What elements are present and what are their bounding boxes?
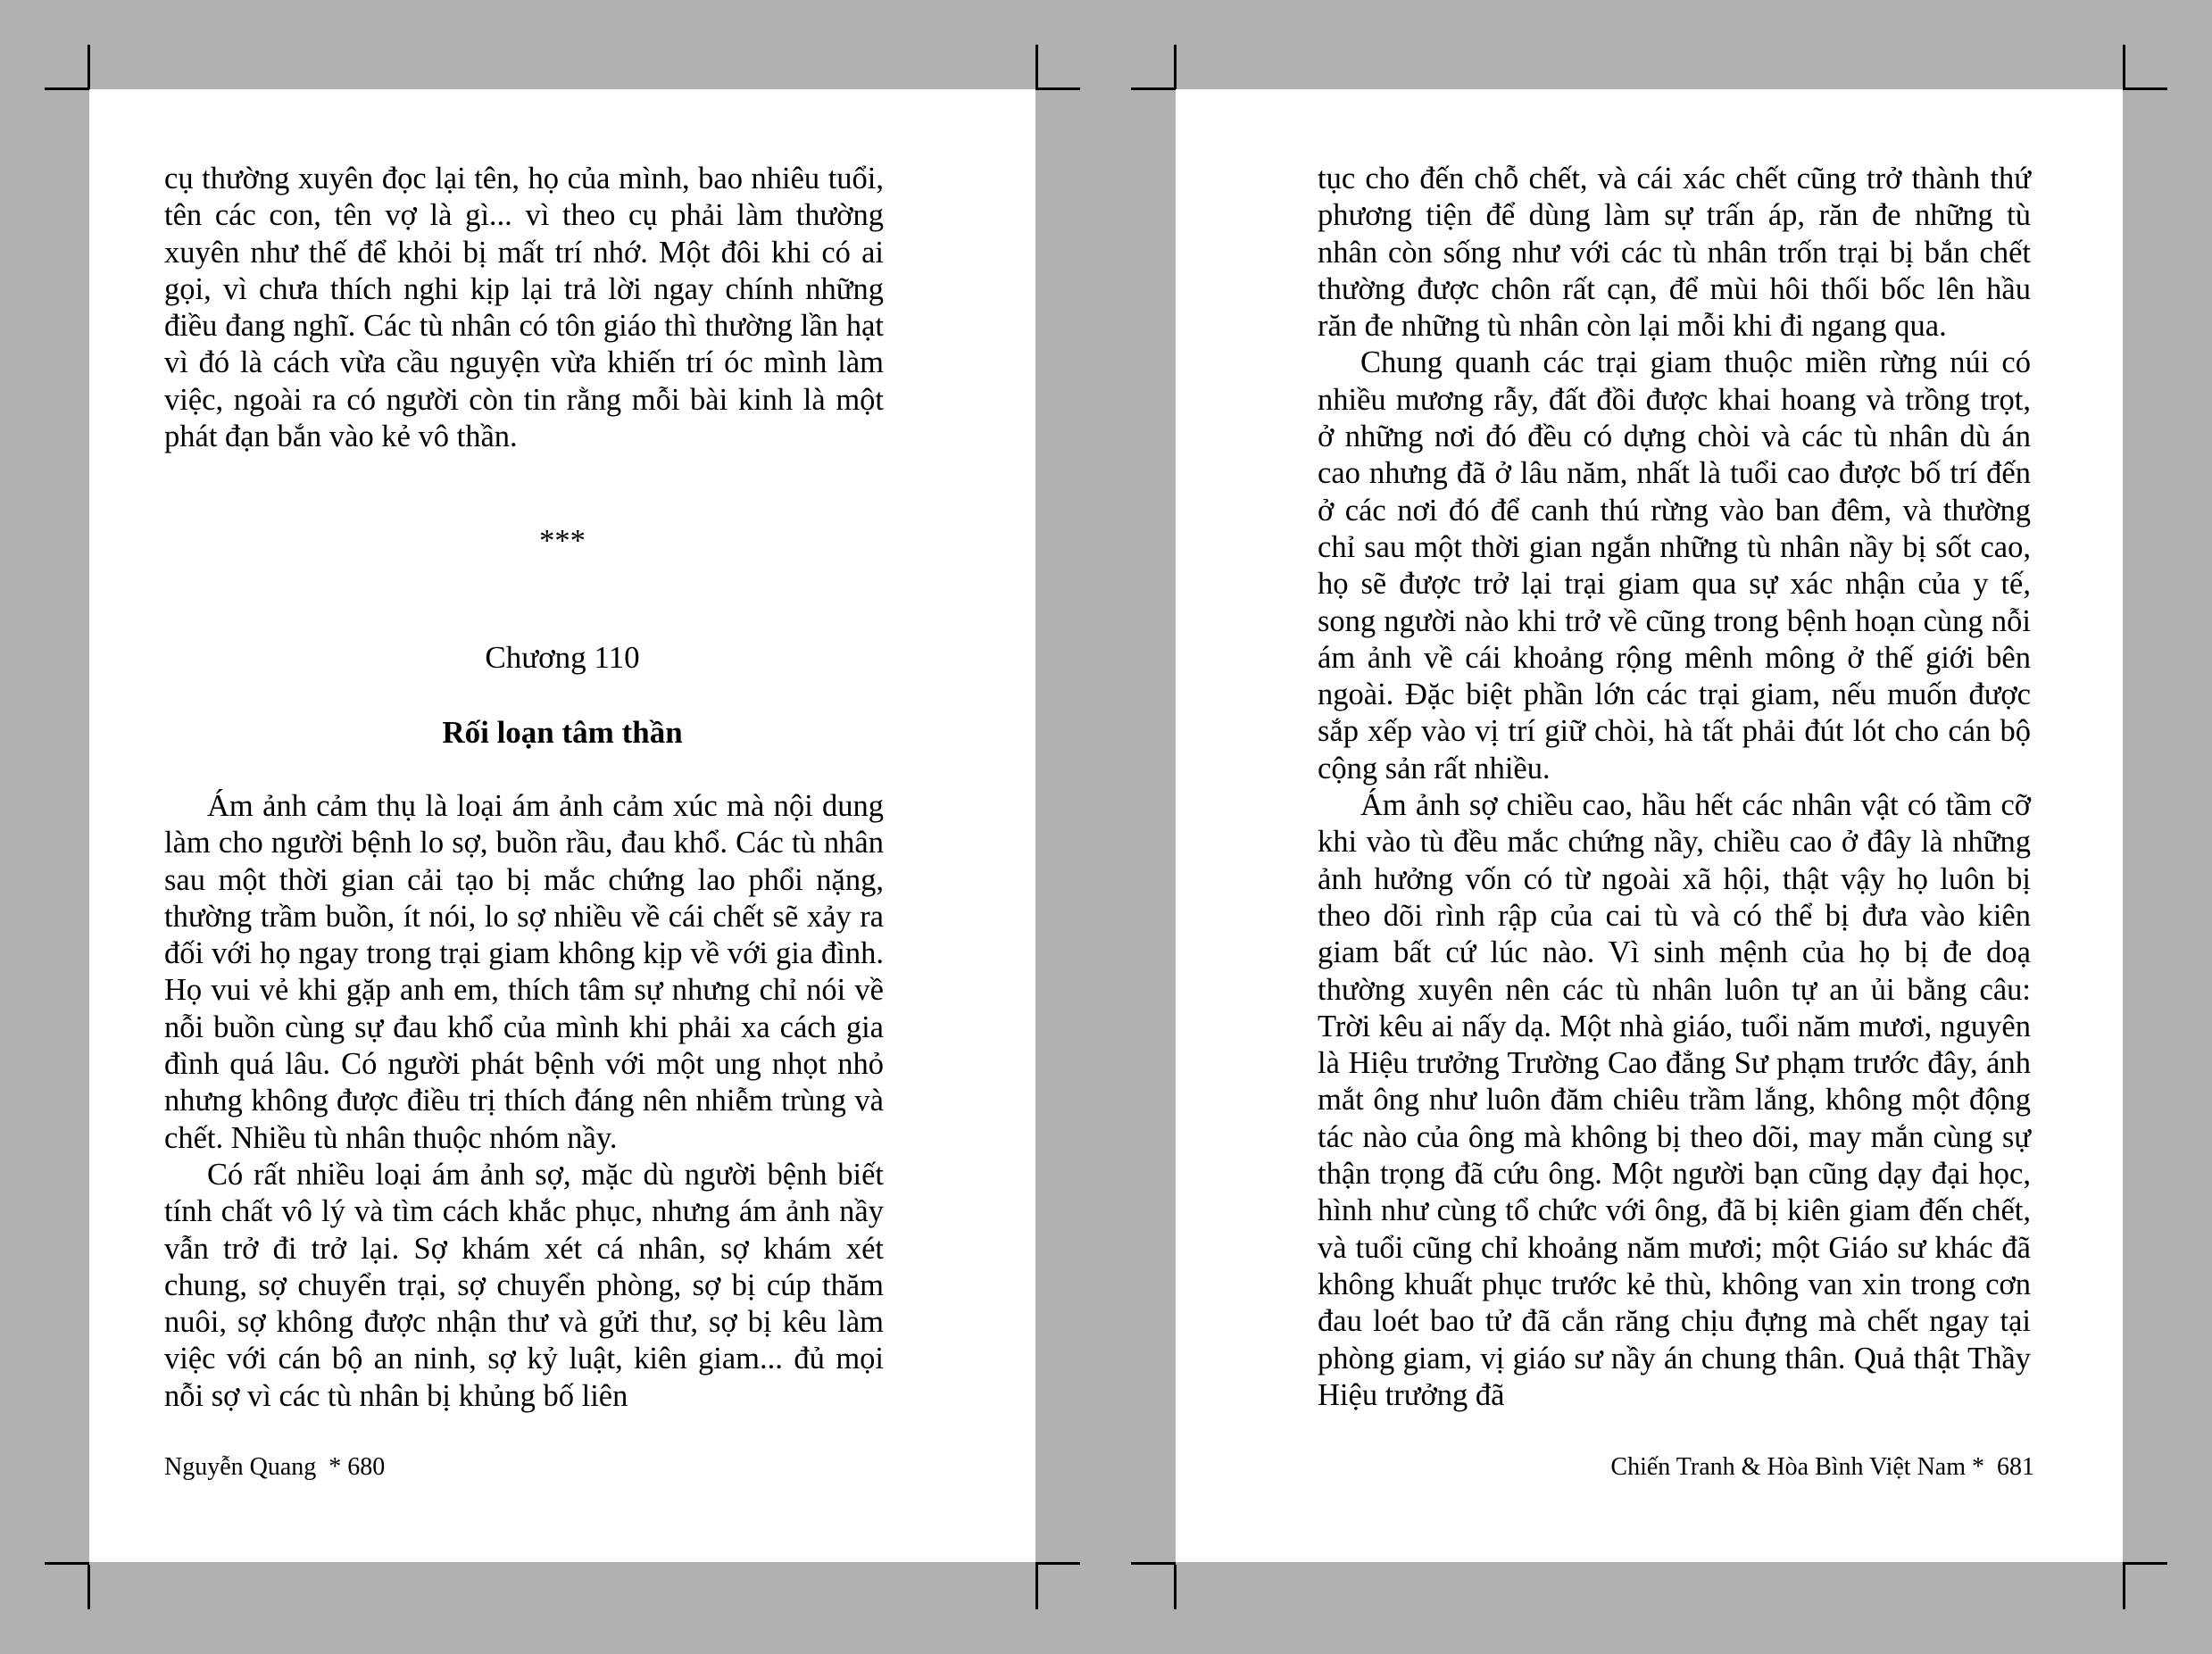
paragraph: Ám ảnh cảm thụ là loại ám ảnh cảm xúc mà nội dung làm cho người bệnh lo sợ, buồn rầu, đau khổ. Các tù nhân sau một thời gian cải tạo bị mắc chứng lao phổi nặng, thường trầm buồn, ít nói, lo sợ nhiều về cái chết sẽ xảy ra đối với họ ngay trong trại giam không kịp về với gia đình. Họ vui vẻ khi gặp anh em, thích tâm sự nhưng chỉ nói về nỗi buồn cùng sự đau khổ của mình khi phải xa cách gia đình quá lâu. Có người phát bệnh với một ung nhọt nhỏ nhưng không được điều trị thích đáng nên nhiễm trùng và chết. Nhiều tù nhân thuộc nhóm nầy. xyxy=(164,789,884,1155)
page-footer: Chiến Tranh & Hòa Bình Việt Nam * 681 xyxy=(1610,1453,2034,1481)
section-separator: *** xyxy=(539,524,586,558)
right-page-body xyxy=(1318,161,2031,1414)
chapter-number: Chương 110 xyxy=(485,640,640,675)
crop-mark xyxy=(1035,1565,1038,1609)
crop-mark xyxy=(1131,1562,1176,1565)
crop-mark xyxy=(1035,45,1038,89)
crop-mark xyxy=(1174,45,1177,89)
paragraph: tục cho đến chỗ chết, và cái xác chết cũng trở thành thứ phương tiện để dùng làm sự trấn áp, răn đe những tù nhân còn sống như với các tù nhân trốn trại bị bắn chết thường được chôn rất cạn, để mùi hôi thối bốc lên hầu răn đe những tù nhân còn lại mỗi khi đi ngang qua. xyxy=(1318,162,2031,344)
paragraph: cụ thường xuyên đọc lại tên, họ của mình, bao nhiêu tuổi, tên các con, tên vợ là gì... vì theo cụ phải làm thường xuyên như thế để khỏi bị mất trí nhớ. Một đôi khi có ai gọi, vì chưa thích nghi kịp lại trả lời ngay chính những điều đang nghĩ. Các tù nhân có tôn giáo thì thường lần hạt vì đó là cách vừa cầu nguyện vừa khiến trí óc mình làm việc, ngoài ra có người còn tin rằng mỗi bài kinh là một phát đạn bắn vào kẻ vô thần. xyxy=(164,162,884,454)
crop-mark xyxy=(1035,1562,1080,1565)
crop-mark xyxy=(2123,1562,2167,1565)
crop-mark xyxy=(1035,87,1080,90)
crop-mark xyxy=(2123,87,2167,90)
page-footer: Nguyễn Quang * 680 xyxy=(164,1453,386,1481)
crop-mark xyxy=(45,87,89,90)
crop-mark xyxy=(87,45,90,89)
crop-mark xyxy=(2123,1565,2125,1609)
right-page xyxy=(1176,89,2123,1562)
paragraph: Chung quanh các trại giam thuộc miền rừng núi có nhiều mương rẫy, đất đồi được khai hoang và trồng trọt, ở những nơi đó đều có dựng chòi và các tù nhân dù án cao nhưng đã ở lâu năm, nhất là tuổi cao được bố trí đến ở các nơi đó để canh thú rừng vào ban đêm, và thường chỉ sau một thời gian ngắn những tù nhân nầy bị sốt cao, họ sẽ được trở lại trại giam qua sự xác nhận của y tế, song người nào khi trở về cũng trong bệnh hoạn cùng nỗi ám ảnh về cái khoảng rộng mênh mông ở thế giới bên ngoài. Đặc biệt phần lớn các trại giam, nếu muốn được sắp xếp vào vị trí giữ chòi, hà tất phải đút lót cho cán bộ cộng sản rất nhiều. xyxy=(1318,345,2031,785)
crop-mark xyxy=(1174,1565,1177,1609)
paragraph: Có rất nhiều loại ám ảnh sợ, mặc dù người bệnh biết tính chất vô lý và tìm cách khắc phục, nhưng ám ảnh nầy vẫn trở đi trở lại. Sợ khám xét cá nhân, sợ khám xét chung, sợ chuyển trại, sợ chuyển phòng, sợ bị cúp thăm nuôi, sợ không được nhận thư và gửi thư, sợ bị kêu làm việc với cán bộ an ninh, sợ kỷ luật, kiên giam... đủ mọi nỗi sợ vì các tù nhân bị khủng bố liên xyxy=(164,1157,884,1413)
crop-mark xyxy=(1131,87,1176,90)
left-page-body xyxy=(164,788,884,1415)
left-page xyxy=(89,89,1035,1562)
crop-mark xyxy=(2123,45,2125,89)
paragraph: Ám ảnh sợ chiều cao, hầu hết các nhân vật có tầm cỡ khi vào tù đều mắc chứng nầy, chiều cao ở đây là những ảnh hưởng vốn có từ ngoài xã hội, thật vậy họ luôn bị theo dõi rình rập của cai tù và có thể bị đưa vào kiên giam bất cứ lúc nào. Vì sinh mệnh của họ bị đe doạ thường xuyên nên các tù nhân luôn tự an ủi bằng câu: Trời kêu ai nấy dạ. Một nhà giáo, tuổi năm mươi, nguyên là Hiệu trưởng Trường Cao đẳng Sư phạm trước đây, ánh mắt ông như luôn đăm chiêu trầm lắng, không một động tác nào của ông mà không bị theo dõi, may mắn cùng sự thận trọng đã cứu ông. Một người bạn cũng dạy đại học, hình như cùng tổ chức với ông, đã bị kiên giam đến chết, và tuổi cũng chỉ khoảng năm mươi; một Giáo sư khác đã không khuất phục trước kẻ thù, không van xin trong cơn đau loét bao tử đã cắn răng chịu đựng mà chết ngay tại phòng giam, vị giáo sư nầy án chung thân. Quả thật Thầy Hiệu trưởng đã xyxy=(1318,788,2031,1412)
left-page-top-text xyxy=(164,161,884,455)
crop-mark xyxy=(87,1565,90,1609)
chapter-title: Rối loạn tâm thần xyxy=(442,715,683,750)
crop-mark xyxy=(45,1562,89,1565)
